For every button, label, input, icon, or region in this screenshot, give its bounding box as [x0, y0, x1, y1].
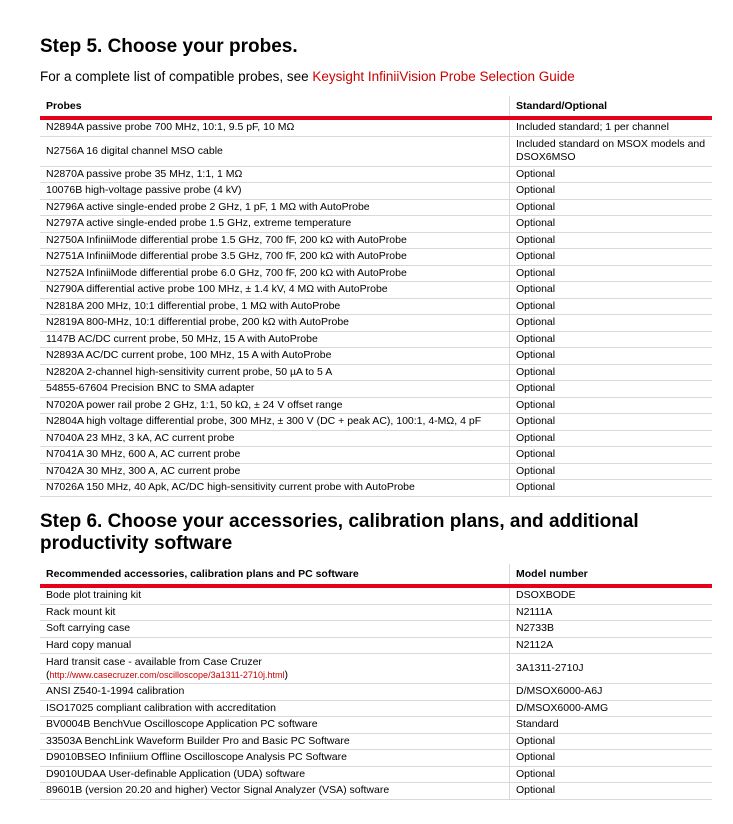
value-cell: Optional	[510, 381, 713, 398]
value-cell: Included standard on MSOX models and DSOX6MSO	[510, 136, 713, 166]
item-cell: 1147B AC/DC current probe, 50 MHz, 15 A with AutoProbe	[40, 331, 510, 348]
value-cell: Optional	[510, 364, 713, 381]
table-row	[40, 684, 712, 701]
table-row	[40, 463, 712, 480]
table-row	[40, 199, 712, 216]
table-row	[40, 717, 712, 734]
item-cell: N2894A passive probe 700 MHz, 10:1, 9.5 pF, 10 MΩ	[40, 118, 510, 136]
table-row	[40, 637, 712, 654]
item-cell: 54855-67604 Precision BNC to SMA adapter	[40, 381, 510, 398]
table-row	[40, 265, 712, 282]
value-cell: Included standard; 1 per channel	[510, 118, 713, 136]
item-cell: N2804A high voltage differential probe, 300 MHz, ± 300 V (DC + peak AC), 100:1, 4-MΩ, 4 pF	[40, 414, 510, 431]
table-row	[40, 298, 712, 315]
value-cell: Optional	[510, 232, 713, 249]
value-cell: Optional	[510, 397, 713, 414]
column-header-standard-optional: Standard/Optional	[510, 96, 713, 118]
item-cell: 89601B (version 20.20 and higher) Vector Signal Analyzer (VSA) software	[40, 783, 510, 800]
value-cell: Optional	[510, 265, 713, 282]
value-cell: Optional	[510, 447, 713, 464]
item-cell: N2796A active single-ended probe 2 GHz, 1 pF, 1 MΩ with AutoProbe	[40, 199, 510, 216]
table-row	[40, 700, 712, 717]
item-cell: Hard copy manual	[40, 637, 510, 654]
item-cell: D9010UDAA User-definable Application (UDA) software	[40, 766, 510, 783]
value-cell: Optional	[510, 348, 713, 365]
table-row	[40, 430, 712, 447]
value-cell: N2111A	[510, 604, 713, 621]
value-cell: Optional	[510, 199, 713, 216]
value-cell: Optional	[510, 783, 713, 800]
item-cell: N7042A 30 MHz, 300 A, AC current probe	[40, 463, 510, 480]
table-row	[40, 282, 712, 299]
item-cell: Soft carrying case	[40, 621, 510, 638]
item-cell: N2893A AC/DC current probe, 100 MHz, 15 A with AutoProbe	[40, 348, 510, 365]
value-cell: Optional	[510, 766, 713, 783]
accessories-table	[40, 564, 712, 800]
item-cell: N2819A 800-MHz, 10:1 differential probe, 200 kΩ with AutoProbe	[40, 315, 510, 332]
value-cell: Optional	[510, 430, 713, 447]
item-cell: BV0004B BenchVue Oscilloscope Application PC software	[40, 717, 510, 734]
step6-title: Step 6. Choose your accessories, calibration plans, and additional productivity software	[40, 511, 639, 554]
table-row	[40, 447, 712, 464]
item-cell: N2820A 2-channel high-sensitivity current probe, 50 µA to 5 A	[40, 364, 510, 381]
item-cell: 10076B high-voltage passive probe (4 kV)	[40, 183, 510, 200]
item-cell: Rack mount kit	[40, 604, 510, 621]
value-cell: 3A1311-2710J	[510, 654, 713, 684]
table-row	[40, 480, 712, 497]
value-cell: Optional	[510, 166, 713, 183]
table-header-row	[40, 96, 712, 118]
table-row	[40, 381, 712, 398]
item-cell: N2790A differential active probe 100 MHz, ± 1.4 kV, 4 MΩ with AutoProbe	[40, 282, 510, 299]
value-cell: Optional	[510, 298, 713, 315]
value-cell: Optional	[510, 414, 713, 431]
table-row	[40, 166, 712, 183]
table-row	[40, 216, 712, 233]
value-cell: Optional	[510, 315, 713, 332]
item-cell: N2750A InfiniiMode differential probe 1.5 GHz, 700 fF, 200 kΩ with AutoProbe	[40, 232, 510, 249]
item-cell: N2797A active single-ended probe 1.5 GHz, extreme temperature	[40, 216, 510, 233]
table-row	[40, 183, 712, 200]
item-cell: N2752A InfiniiMode differential probe 6.0 GHz, 700 fF, 200 kΩ with AutoProbe	[40, 265, 510, 282]
column-header-accessories: Recommended accessories, calibration plans and PC software	[40, 564, 510, 586]
value-cell: Optional	[510, 750, 713, 767]
value-cell: N2733B	[510, 621, 713, 638]
table-row	[40, 397, 712, 414]
step5-title: Step 5. Choose your probes.	[40, 36, 298, 57]
item-cell: N7041A 30 MHz, 600 A, AC current probe	[40, 447, 510, 464]
paren-close: )	[284, 668, 288, 681]
item-cell: Bode plot training kit	[40, 586, 510, 604]
paren-open: (	[46, 668, 50, 681]
case-cruzer-link[interactable]: http://www.casecruzer.com/oscilloscope/3a1311-2710j.html	[49, 669, 285, 680]
table-row	[40, 750, 712, 767]
table-row	[40, 654, 712, 684]
item-cell	[40, 654, 510, 684]
item-text: Hard transit case - available from Case Cruzer	[46, 655, 262, 668]
table-row	[40, 783, 712, 800]
table-row	[40, 586, 712, 604]
case-link-line	[46, 669, 503, 682]
table-header-row	[40, 564, 712, 586]
item-cell: N2818A 200 MHz, 10:1 differential probe, 1 MΩ with AutoProbe	[40, 298, 510, 315]
value-cell: D/MSOX6000-AMG	[510, 700, 713, 717]
table-row	[40, 232, 712, 249]
intro-text: For a complete list of compatible probes, see	[40, 69, 313, 84]
step5-intro	[40, 69, 575, 85]
table-row	[40, 766, 712, 783]
item-cell: ISO17025 compliant calibration with accreditation	[40, 700, 510, 717]
column-header-probes: Probes	[40, 96, 510, 118]
value-cell: Optional	[510, 183, 713, 200]
table-row	[40, 136, 712, 166]
table-row	[40, 414, 712, 431]
item-cell: D9010BSEO Infiniium Offline Oscilloscope Analysis PC Software	[40, 750, 510, 767]
table-row	[40, 621, 712, 638]
item-cell: N7020A power rail probe 2 GHz, 1:1, 50 kΩ, ± 24 V offset range	[40, 397, 510, 414]
value-cell: Optional	[510, 282, 713, 299]
column-header-model-number: Model number	[510, 564, 713, 586]
probes-table	[40, 96, 712, 497]
item-cell: N2751A InfiniiMode differential probe 3.5 GHz, 700 fF, 200 kΩ with AutoProbe	[40, 249, 510, 266]
value-cell: Standard	[510, 717, 713, 734]
table-row	[40, 733, 712, 750]
item-cell: N7026A 150 MHz, 40 Apk, AC/DC high-sensitivity current probe with AutoProbe	[40, 480, 510, 497]
value-cell: Optional	[510, 331, 713, 348]
value-cell: D/MSOX6000-A6J	[510, 684, 713, 701]
value-cell: Optional	[510, 480, 713, 497]
value-cell: Optional	[510, 249, 713, 266]
item-cell: N7040A 23 MHz, 3 kA, AC current probe	[40, 430, 510, 447]
probe-guide-link[interactable]: Keysight InfiniiVision Probe Selection Guide	[312, 69, 575, 84]
item-cell: 33503A BenchLink Waveform Builder Pro and Basic PC Software	[40, 733, 510, 750]
table-row	[40, 249, 712, 266]
item-cell: N2756A 16 digital channel MSO cable	[40, 136, 510, 166]
table-row	[40, 364, 712, 381]
value-cell: N2112A	[510, 637, 713, 654]
value-cell: Optional	[510, 733, 713, 750]
table-row	[40, 315, 712, 332]
table-row	[40, 348, 712, 365]
item-cell: ANSI Z540-1-1994 calibration	[40, 684, 510, 701]
value-cell: DSOXBODE	[510, 586, 713, 604]
value-cell: Optional	[510, 463, 713, 480]
table-row	[40, 604, 712, 621]
table-row	[40, 331, 712, 348]
item-cell: N2870A passive probe 35 MHz, 1:1, 1 MΩ	[40, 166, 510, 183]
table-row	[40, 118, 712, 136]
value-cell: Optional	[510, 216, 713, 233]
